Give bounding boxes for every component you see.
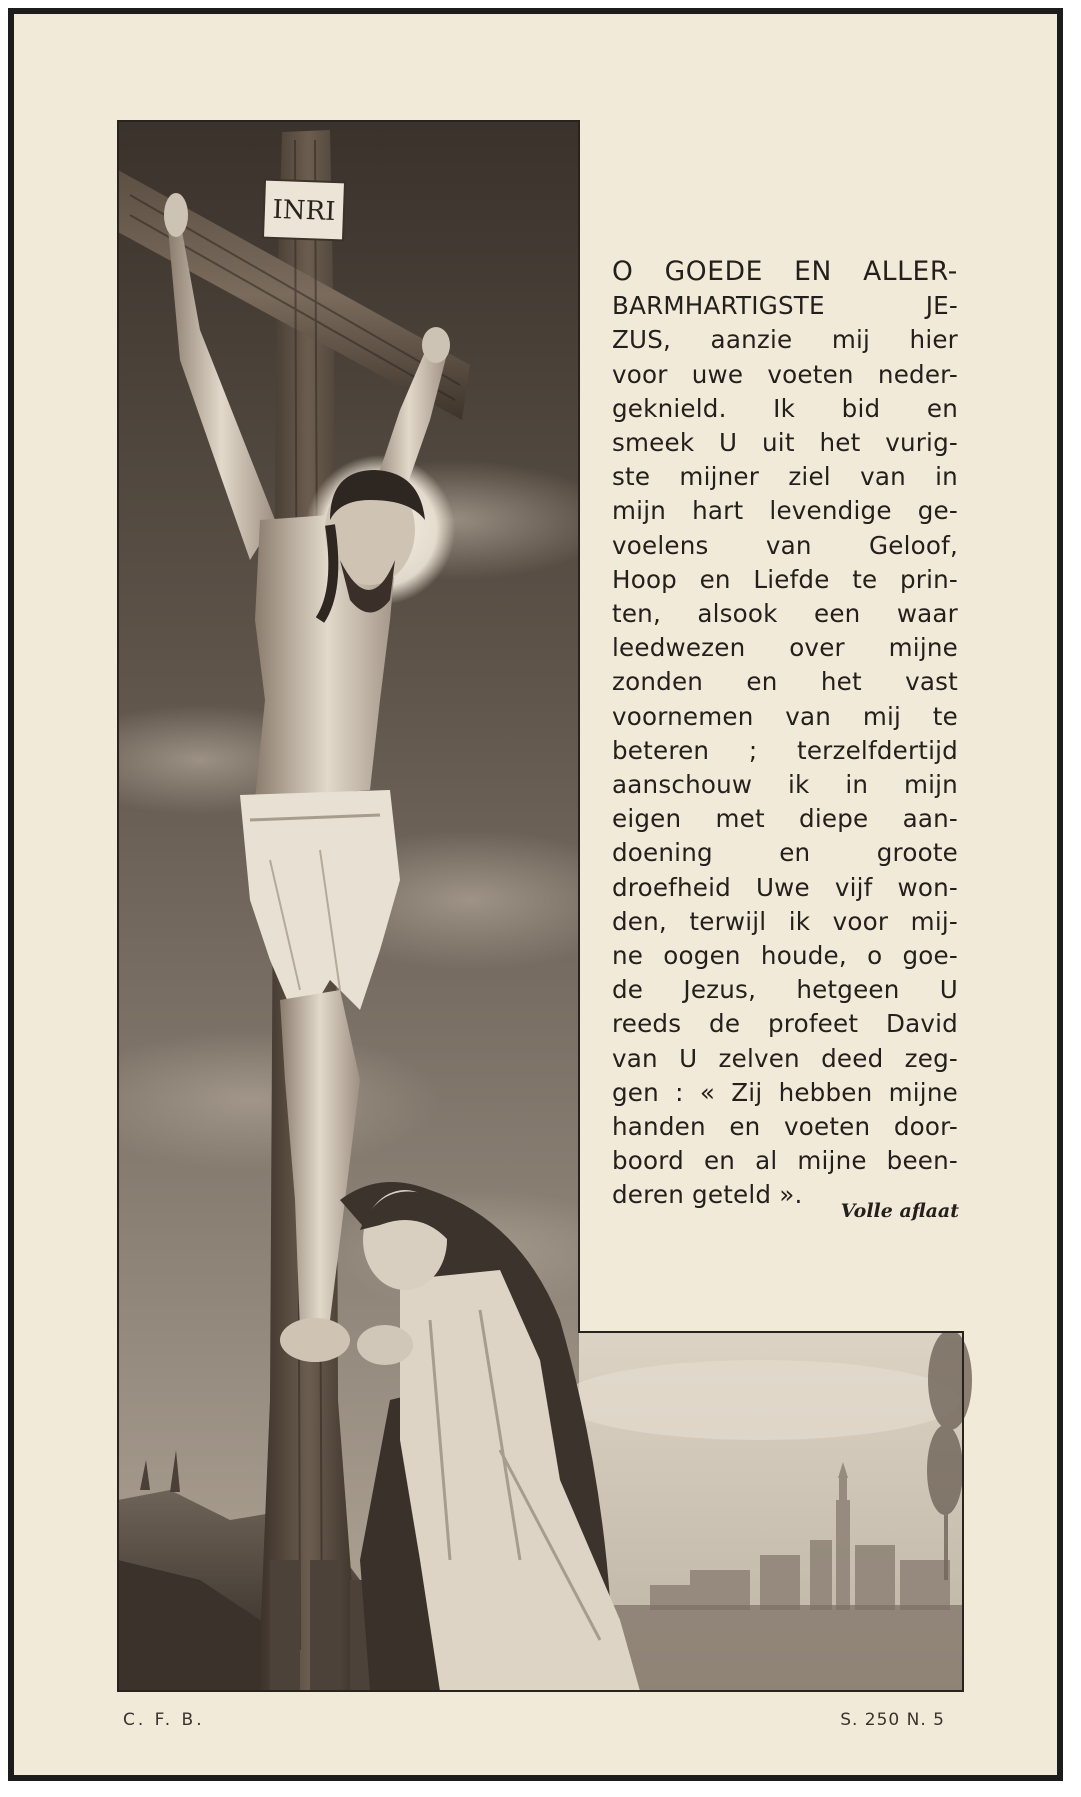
prayer-line: voor uwe voeten neder- xyxy=(612,359,958,389)
inri-text: INRI xyxy=(272,194,336,228)
prayer-line: doening en groote xyxy=(612,838,958,868)
card-number: S. 250 N. 5 xyxy=(840,1710,945,1730)
prayer-text xyxy=(612,255,958,1213)
prayer-line: zonden en het vast xyxy=(612,667,958,697)
prayer-line: smeek U uit het vurig- xyxy=(612,428,958,458)
indulgence-note: Volle aflaat xyxy=(840,1200,959,1222)
prayer-line: boord en al mijne been- xyxy=(612,1146,958,1176)
prayer-line: handen en voeten door- xyxy=(612,1112,958,1142)
prayer-line: ten, alsook een waar xyxy=(612,599,958,629)
prayer-line: gen : « Zij hebben mijne xyxy=(612,1077,958,1107)
prayer-line: O GOEDE EN ALLER- xyxy=(612,256,958,287)
prayer-line: ZUS, aanzie mij hier xyxy=(612,325,958,355)
publisher-mark: C. F. B. xyxy=(123,1710,205,1730)
prayer-line: ste mijner ziel van in xyxy=(612,462,958,492)
prayer-line: voornemen van mij te xyxy=(612,701,958,731)
prayer-line: mijn hart levendige ge- xyxy=(612,496,958,526)
prayer-line: aanschouw ik in mijn xyxy=(612,770,958,800)
prayer-line: den, terwijl ik voor mij- xyxy=(612,906,958,936)
prayer-line: ne oogen houde, o goe- xyxy=(612,941,958,971)
prayer-line: eigen met diepe aan- xyxy=(612,804,958,834)
prayer-line: leedwezen over mijne xyxy=(612,633,958,663)
prayer-line: van U zelven deed zeg- xyxy=(612,1043,958,1073)
prayer-line: Hoop en Liefde te prin- xyxy=(612,564,958,594)
prayer-line: geknield. Ik bid en xyxy=(612,393,958,423)
prayer-line: beteren ; terzelfdertijd xyxy=(612,735,958,765)
prayer-line: reeds de profeet David xyxy=(612,1009,958,1039)
prayer-line: voelens van Geloof, xyxy=(612,530,958,560)
prayer-line: droefheid Uwe vijf won- xyxy=(612,872,958,902)
prayer-line: de Jezus, hetgeen U xyxy=(612,975,958,1005)
prayer-line: BARMHARTIGSTE JE- xyxy=(612,291,958,321)
prayer-line: deren geteld ». xyxy=(612,1180,803,1210)
